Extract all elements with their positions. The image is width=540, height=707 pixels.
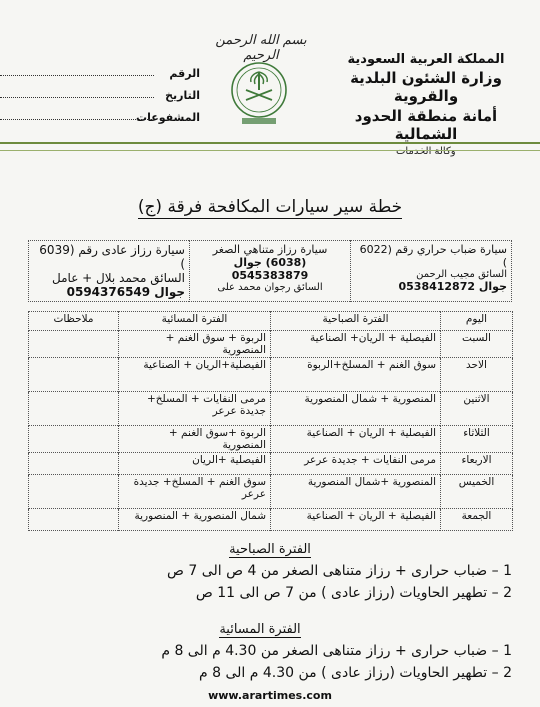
day-cell: الثلاثاء	[441, 426, 513, 453]
ref-attachments-line	[0, 119, 154, 120]
day-cell: الخميس	[441, 475, 513, 509]
evening-section-title: الفترة المسائية	[219, 622, 301, 637]
schedule-table	[28, 311, 513, 531]
kingdom-name: المملكة العربية السعودية	[347, 52, 505, 67]
schedule-header-row	[29, 312, 513, 331]
morning-cell: سوق الغنم + المسلخ+الربوة	[271, 358, 441, 392]
vehicle-title: سيارة ضباب حراري رقم (6022 )	[359, 243, 507, 269]
vehicles-row	[29, 241, 512, 302]
evening-line-1: 1 – ضباب حرارى + رزاز متناهى الصغر من 4.30 م الى 8 م	[161, 643, 512, 659]
ref-number-label: الرقم	[169, 67, 200, 80]
vehicle-cell	[29, 241, 190, 302]
ref-number-line	[0, 75, 154, 76]
bismillah-text: بسم الله الرحمن الرحيم	[215, 33, 307, 63]
evening-cell: سوق الغنم + المسلخ+ جديدة عرعر	[119, 475, 271, 509]
header-day: اليوم	[441, 312, 513, 331]
ministry-name: وزارة الشئون البلدية والقروية	[350, 69, 502, 105]
day-cell: الاربعاء	[441, 453, 513, 475]
evening-cell: شمال المنصورية + المنصورية	[119, 509, 271, 531]
ref-number-row	[0, 58, 200, 80]
evening-cell: الفيصلية+الريان + الصناعية	[119, 358, 271, 392]
vehicle-driver: السائق رجوان محمد على	[217, 282, 323, 293]
table-row	[29, 509, 513, 531]
notes-cell	[29, 475, 119, 509]
header-notes: ملاحظات	[29, 312, 119, 331]
day-cell: السبت	[441, 331, 513, 358]
ref-date-label: التاريخ	[165, 89, 200, 102]
notes-cell	[29, 392, 119, 426]
header-evening: الفترة المسائية	[119, 312, 271, 331]
vehicle-cell	[351, 241, 512, 302]
vehicle-driver: السائق مجيب الرحمن	[416, 269, 507, 280]
saudi-emblem-logo	[228, 60, 290, 130]
reference-fields	[0, 58, 200, 124]
ref-date-line	[0, 97, 154, 98]
ref-attachments-row	[0, 102, 200, 124]
vehicle-phone: جوال 0594376549	[66, 285, 185, 299]
vehicle-cell	[190, 241, 351, 302]
notes-cell	[29, 358, 119, 392]
table-row	[29, 426, 513, 453]
evening-cell: الفيصلية +الريان	[119, 453, 271, 475]
notes-cell	[29, 453, 119, 475]
page-title: خطة سير سيارات المكافحة فرقة (ج)	[137, 197, 403, 217]
day-cell: الاثنين	[441, 392, 513, 426]
agency-name: وكالة الخدمات	[396, 146, 456, 157]
vehicle-driver: السائق محمد بلال + عامل	[52, 271, 185, 285]
morning-line-1: 1 – ضباب حرارى + رزاز متناهى الصغر من 4 ص الى 7 ص	[167, 563, 512, 579]
evening-cell: الربوة +سوق الغنم + المنصورية	[119, 426, 271, 453]
municipality-name: أمانة منطقة الحدود الشمالية	[354, 107, 498, 143]
vehicle-title: سيارة رزاز متناهي الصغر	[212, 243, 328, 256]
evening-cell: مرمى النفايات + المسلخ+ جديدة عرعر	[119, 392, 271, 426]
evening-cell: الربوة + سوق الغنم + المنصورية	[119, 331, 271, 358]
vehicle-phone: (6038) جوال 0545383879	[231, 256, 309, 282]
website-watermark: www.arartimes.com	[208, 689, 332, 702]
table-row	[29, 331, 513, 358]
ref-date-row	[0, 80, 200, 102]
morning-cell: المنصورية + شمال المنصورية	[271, 392, 441, 426]
notes-cell	[29, 426, 119, 453]
table-row	[29, 475, 513, 509]
evening-line-2: 2 – تطهير الحاويات (رزاز عادى ) من 4.30 م الى 8 م	[199, 665, 512, 681]
table-row	[29, 392, 513, 426]
morning-cell: المنصورية +شمال المنصورية	[271, 475, 441, 509]
header-divider-band	[0, 142, 540, 151]
vehicles-table	[28, 240, 512, 302]
header-morning: الفترة الصباحية	[271, 312, 441, 331]
morning-cell: الفيصلية + الريان + الصناعية	[271, 509, 441, 531]
morning-cell: مرمى النفايات + جديدة عرعر	[271, 453, 441, 475]
ref-attachments-label: المشفوعات	[136, 111, 200, 124]
day-cell: الاحد	[441, 358, 513, 392]
table-row	[29, 358, 513, 392]
morning-line-2: 2 – تطهير الحاويات (رزاز عادى ) من 7 ص الى 11 ص	[195, 585, 512, 601]
morning-cell: الفيصلية + الريان + الصناعية	[271, 426, 441, 453]
table-row	[29, 453, 513, 475]
morning-section-title: الفترة الصباحية	[229, 542, 311, 557]
vehicle-title: سيارة رزاز عادى رقم (6039 )	[39, 243, 185, 271]
notes-cell	[29, 509, 119, 531]
vehicle-phone: جوال 0538412872	[398, 280, 507, 293]
day-cell: الجمعة	[441, 509, 513, 531]
morning-cell: الفيصلية + الريان+ الصناعية	[271, 331, 441, 358]
notes-cell	[29, 331, 119, 358]
